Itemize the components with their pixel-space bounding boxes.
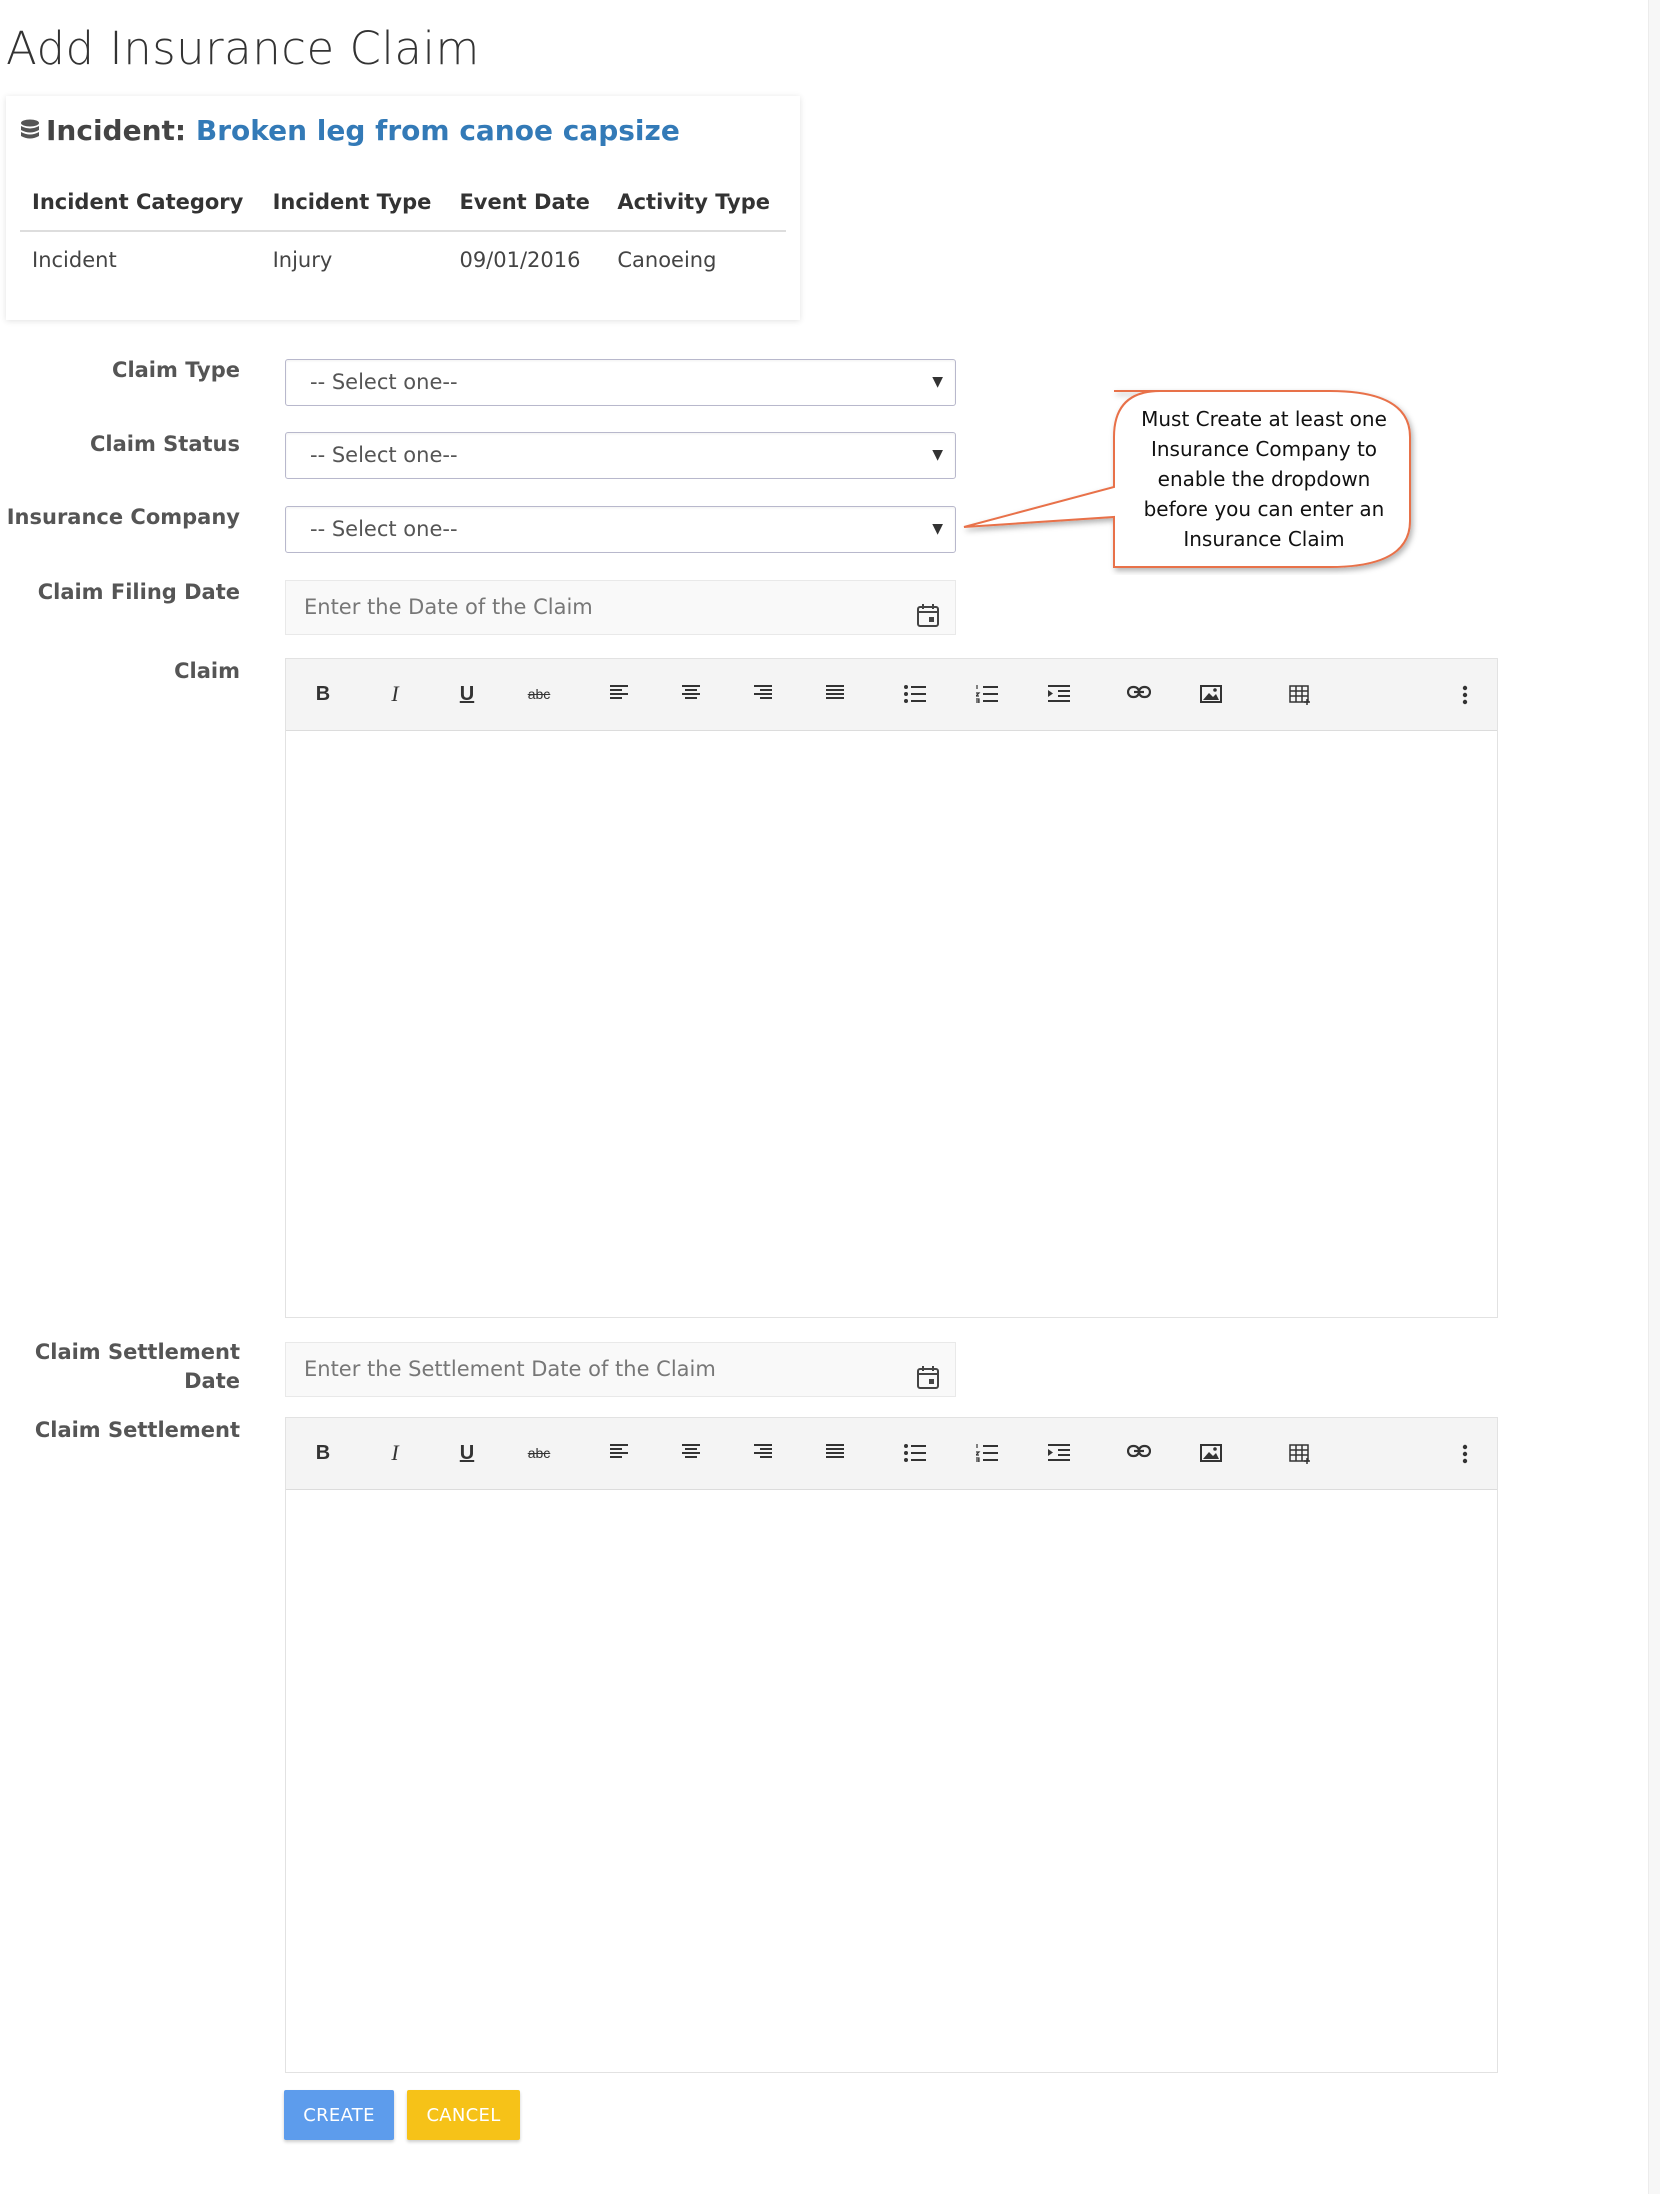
align-center-icon[interactable] (676, 679, 706, 709)
incident-card (6, 96, 800, 320)
strikethrough-button[interactable]: abc (527, 1445, 551, 1461)
claim-label: Claim (174, 659, 240, 683)
align-right-icon[interactable] (748, 679, 778, 709)
callout-text (1118, 404, 1410, 554)
claim-settlement-editor-toolbar (286, 1418, 1497, 1490)
incident-label: Incident: (46, 114, 187, 147)
col-activity-type: Activity Type (605, 190, 786, 231)
calendar-icon[interactable] (917, 595, 939, 648)
claim-settlement-editor (285, 1417, 1498, 2073)
link-icon[interactable] (1124, 679, 1154, 709)
bold-button[interactable]: B (315, 1442, 331, 1464)
align-right-icon[interactable] (748, 1438, 778, 1468)
more-icon[interactable] (1450, 1438, 1480, 1468)
chevron-down-icon: ▼ (932, 521, 943, 537)
underline-button[interactable]: U (459, 1442, 475, 1464)
align-center-icon[interactable] (676, 1438, 706, 1468)
callout-line: enable the dropdown (1157, 467, 1371, 491)
insurance-company-label: Insurance Company (6, 505, 240, 529)
numbered-list-icon[interactable] (972, 1438, 1002, 1468)
claim-editor-toolbar (286, 659, 1497, 731)
table-icon[interactable] (1286, 1438, 1316, 1468)
cancel-button[interactable]: CANCEL (407, 2090, 520, 2140)
align-justify-icon[interactable] (820, 1438, 850, 1468)
image-icon[interactable] (1196, 1438, 1226, 1468)
align-left-icon[interactable] (604, 1438, 634, 1468)
claim-filing-date-label: Claim Filing Date (37, 580, 240, 604)
table-icon[interactable] (1286, 679, 1316, 709)
cell-activity-type: Canoeing (617, 248, 717, 272)
more-icon[interactable] (1450, 679, 1480, 709)
claim-type-label: Claim Type (112, 358, 240, 382)
table-row (20, 231, 786, 272)
claim-editor-body[interactable] (286, 731, 1497, 1317)
underline-button[interactable]: U (459, 683, 475, 705)
claim-settlement-date-label-line1: Claim Settlement (34, 1340, 240, 1364)
chevron-down-icon: ▼ (932, 374, 943, 390)
incident-table (20, 190, 786, 272)
bullet-list-icon[interactable] (900, 1438, 930, 1468)
claim-status-select[interactable] (285, 432, 956, 479)
italic-button[interactable]: I (391, 681, 399, 706)
claim-settlement-editor-body[interactable] (286, 1490, 1497, 2072)
claim-status-label: Claim Status (90, 432, 240, 456)
incident-name-link[interactable]: Broken leg from canoe capsize (195, 114, 680, 147)
numbered-list-icon[interactable] (972, 679, 1002, 709)
callout-line: before you can enter an (1143, 497, 1385, 521)
col-event-date: Event Date (447, 190, 605, 231)
claim-type-select[interactable] (285, 359, 956, 406)
col-incident-type: Incident Type (261, 190, 448, 231)
link-icon[interactable] (1124, 1438, 1154, 1468)
bullet-list-icon[interactable] (900, 679, 930, 709)
calendar-icon[interactable] (917, 1357, 939, 1410)
image-icon[interactable] (1196, 679, 1226, 709)
claim-settlement-date-label (35, 1338, 240, 1396)
indent-icon[interactable] (1044, 679, 1074, 709)
cell-incident-category: Incident (32, 248, 117, 272)
database-icon (20, 117, 40, 150)
claim-filing-date-input[interactable] (285, 580, 956, 635)
insurance-company-value: -- Select one-- (310, 517, 458, 541)
callout-line: Insurance Company to (1150, 437, 1378, 461)
claim-settlement-date-label-line2: Date (184, 1369, 240, 1393)
table-header-row (20, 190, 786, 231)
cell-incident-type: Injury (272, 248, 333, 272)
claim-settlement-label: Claim Settlement (34, 1418, 240, 1442)
callout-line: Insurance Claim (1183, 527, 1345, 551)
incident-heading (20, 114, 680, 150)
indent-icon[interactable] (1044, 1438, 1074, 1468)
page-scroll-edge (1648, 0, 1660, 2194)
insurance-company-select[interactable] (285, 506, 956, 553)
claim-filing-date-placeholder: Enter the Date of the Claim (304, 595, 593, 619)
claim-type-value: -- Select one-- (310, 370, 458, 394)
claim-settlement-date-placeholder: Enter the Settlement Date of the Claim (304, 1357, 716, 1381)
align-justify-icon[interactable] (820, 679, 850, 709)
chevron-down-icon: ▼ (932, 447, 943, 463)
claim-editor (285, 658, 1498, 1318)
bold-button[interactable]: B (315, 683, 331, 705)
cell-event-date: 09/01/2016 (459, 248, 581, 272)
callout-line: Must Create at least one (1141, 407, 1387, 431)
col-incident-category: Incident Category (20, 190, 261, 231)
page-title: Add Insurance Claim (6, 22, 480, 75)
create-button[interactable]: CREATE (284, 2090, 394, 2140)
claim-status-value: -- Select one-- (310, 443, 458, 467)
italic-button[interactable]: I (391, 1440, 399, 1465)
align-left-icon[interactable] (604, 679, 634, 709)
strikethrough-button[interactable]: abc (527, 686, 551, 702)
claim-settlement-date-input[interactable] (285, 1342, 956, 1397)
